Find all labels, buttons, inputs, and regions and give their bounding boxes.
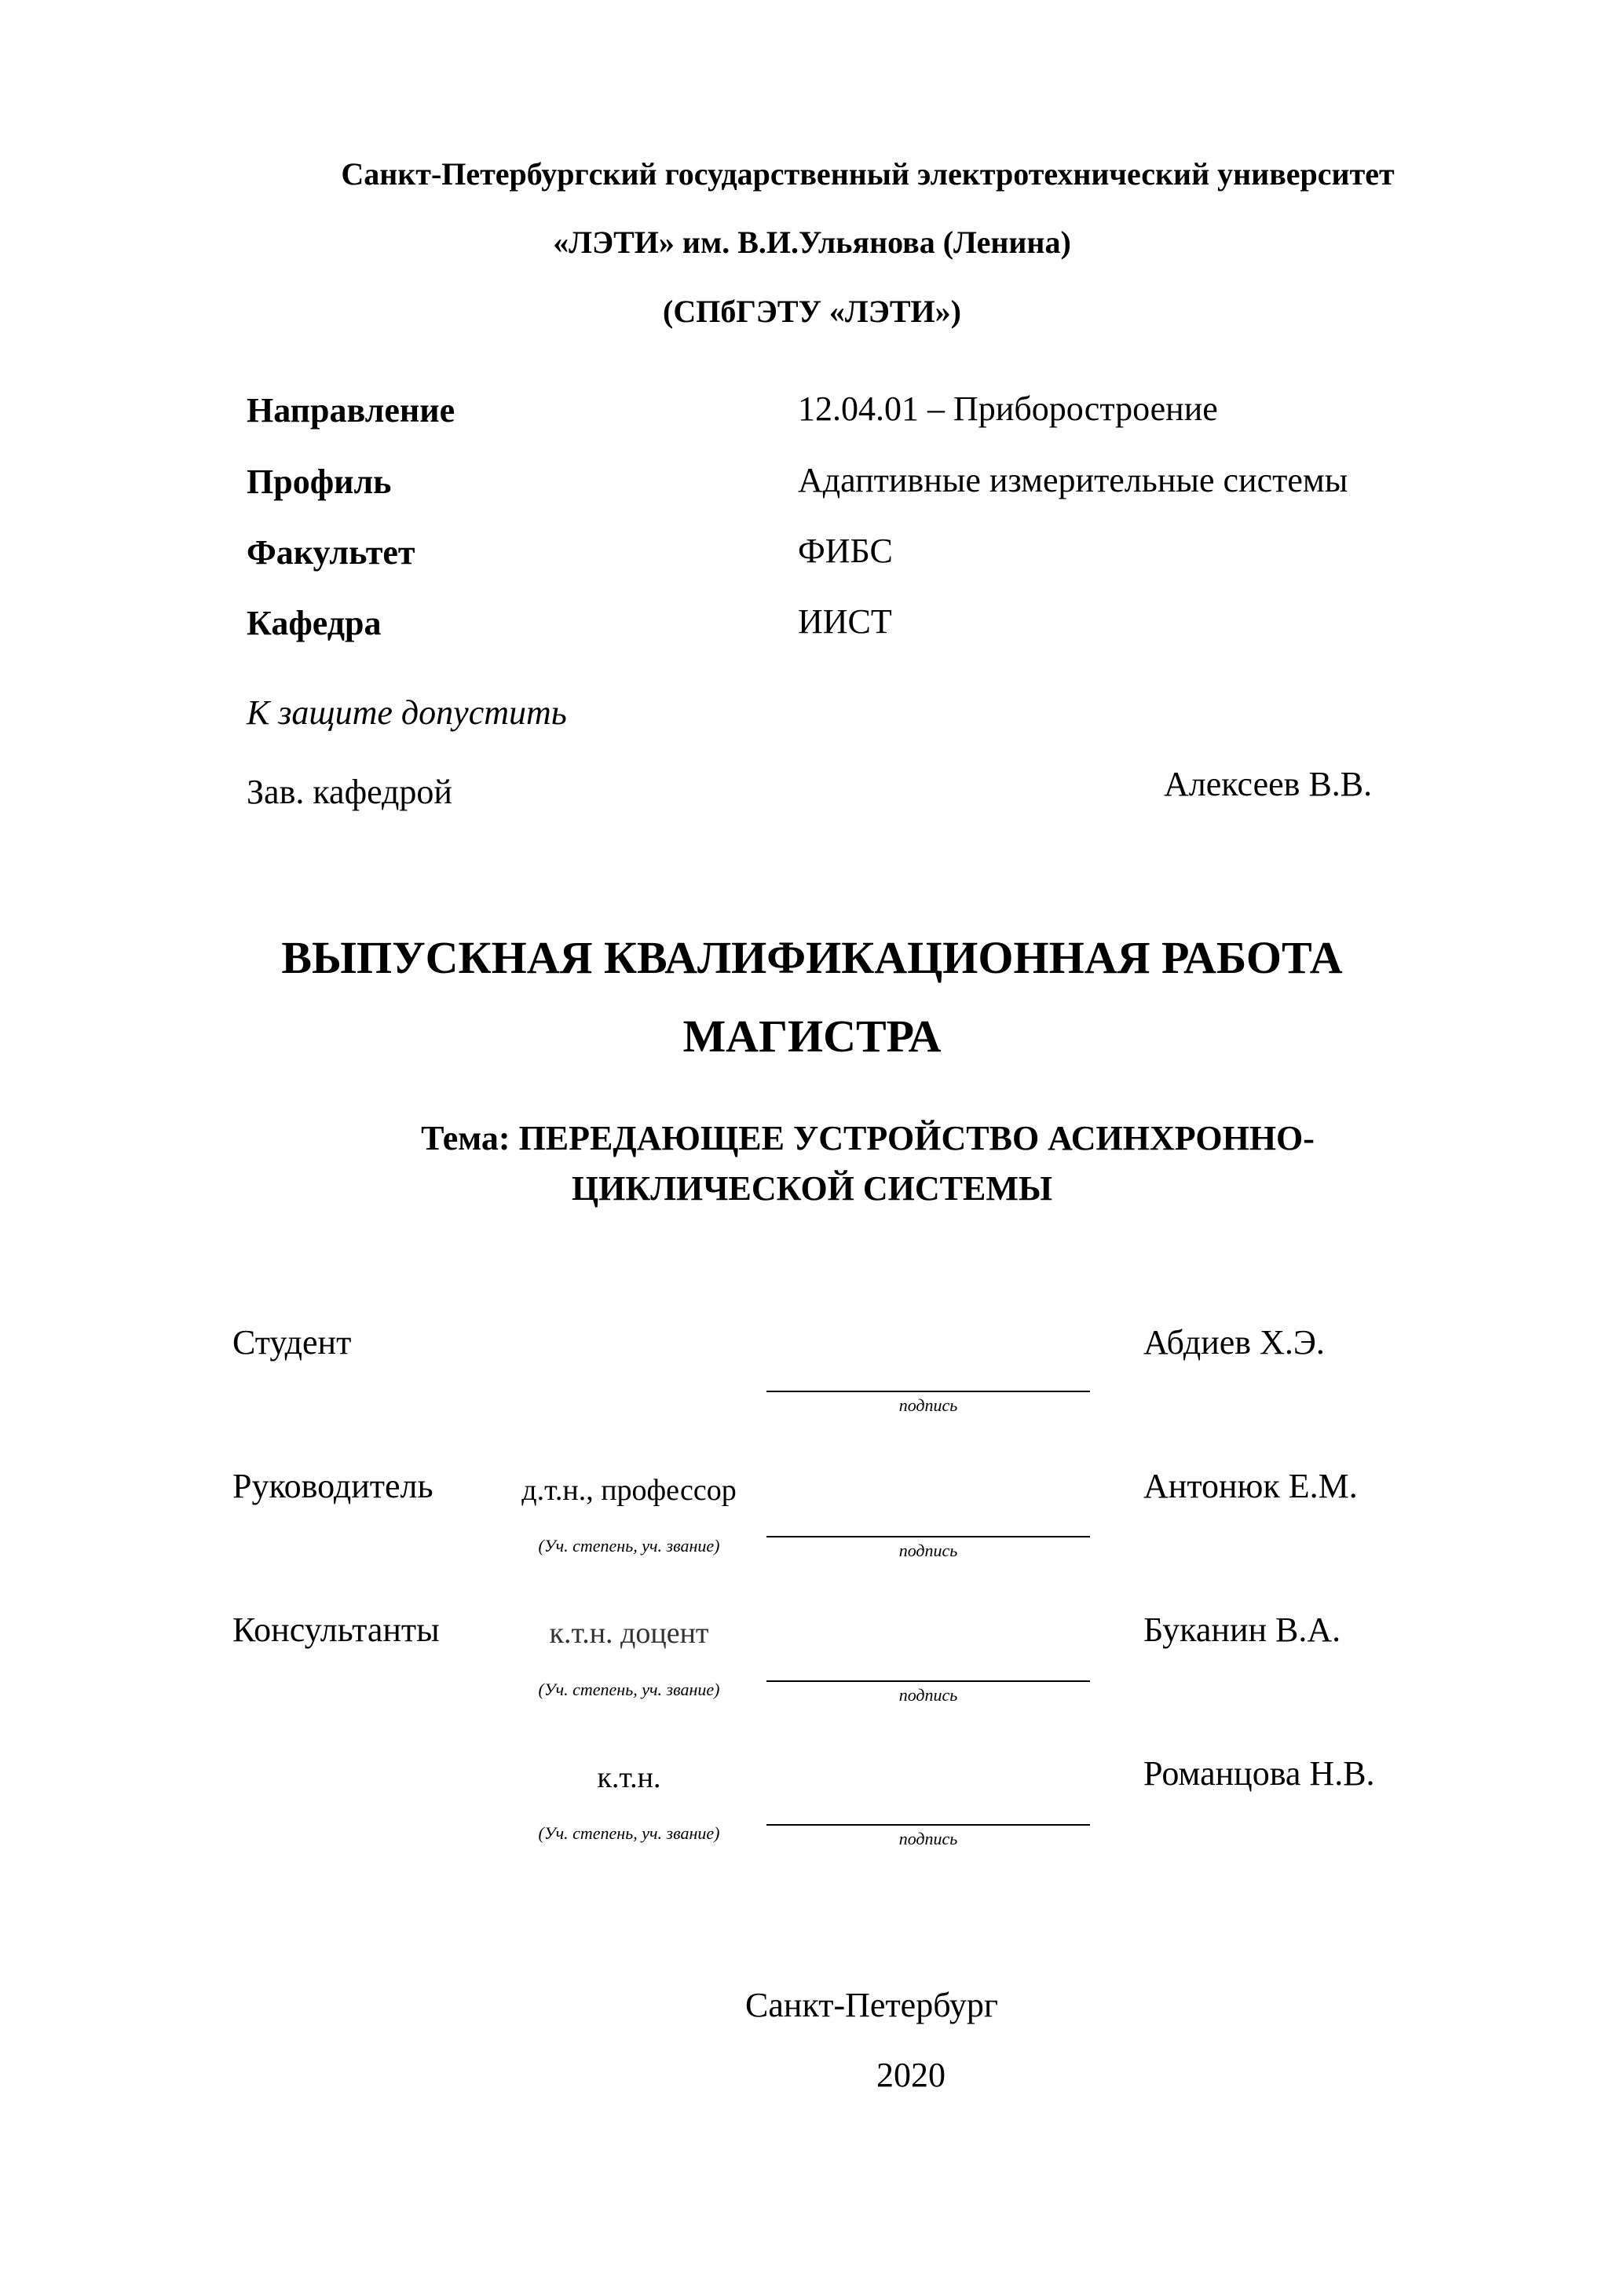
supervisor-degree: д.т.н., профессор <box>521 1474 737 1507</box>
field-value-faculty: ФИБС <box>798 532 893 570</box>
year: 2020 <box>876 2056 946 2094</box>
consultant2-degree-caption: (Уч. степень, уч. звание) <box>538 1823 720 1843</box>
supervisor-signature-caption: подпись <box>898 1541 958 1560</box>
university-name: Санкт-Петербургский государственный электротехнический университет <box>341 156 1395 192</box>
consultant1-signature-line <box>766 1680 1090 1682</box>
field-label-direction: Направление <box>247 391 455 430</box>
field-label-faculty: Факультет <box>247 533 415 572</box>
supervisor-name: Антонюк Е.М. <box>1143 1467 1358 1505</box>
topic-line2: ЦИКЛИЧЕСКОЙ СИСТЕМЫ <box>571 1169 1053 1208</box>
university-abbreviation: (СПбГЭТУ «ЛЭТИ») <box>663 294 961 329</box>
field-value-direction: 12.04.01 – Приборостроение <box>798 389 1218 428</box>
field-value-department: ИИСТ <box>798 602 892 641</box>
document-title-line1: ВЫПУСКНАЯ КВАЛИФИКАЦИОННАЯ РАБОТА <box>281 932 1343 983</box>
student-name: Абдиев Х.Э. <box>1143 1323 1325 1362</box>
consultants-role: Консультанты <box>232 1610 440 1649</box>
consultant2-degree: к.т.н. <box>597 1761 661 1794</box>
head-of-department-name: Алексеев В.В. <box>1164 765 1373 803</box>
consultant2-name: Романцова Н.В. <box>1143 1754 1375 1793</box>
field-value-profile: Адаптивные измерительные системы <box>798 461 1348 499</box>
supervisor-degree-caption: (Уч. степень, уч. звание) <box>538 1536 720 1556</box>
student-signature-caption: подпись <box>898 1395 958 1415</box>
field-label-department: Кафедра <box>247 604 382 642</box>
supervisor-signature-line <box>766 1536 1090 1537</box>
admission-text: К защите допустить <box>247 693 567 732</box>
consultant1-signature-caption: подпись <box>898 1685 958 1705</box>
consultant1-degree: к.т.н. доцент <box>549 1617 709 1650</box>
topic-line1: Тема: ПЕРЕДАЮЩЕЕ УСТРОЙСТВО АСИНХРОННО- <box>421 1119 1315 1157</box>
consultant1-name: Буканин В.А. <box>1143 1610 1341 1649</box>
head-of-department-role: Зав. кафедрой <box>247 773 452 811</box>
consultant2-signature-caption: подпись <box>898 1829 958 1848</box>
field-label-profile: Профиль <box>247 462 392 501</box>
city: Санкт-Петербург <box>745 1986 998 2024</box>
consultant2-signature-line <box>766 1824 1090 1826</box>
university-short-name: «ЛЭТИ» им. В.И.Ульянова (Ленина) <box>553 225 1071 260</box>
consultant1-degree-caption: (Уч. степень, уч. звание) <box>538 1680 720 1699</box>
document-title-line2: МАГИСТРА <box>682 1011 942 1062</box>
student-role: Студент <box>232 1323 352 1362</box>
student-signature-line <box>766 1391 1090 1392</box>
supervisor-role: Руководитель <box>232 1467 433 1505</box>
